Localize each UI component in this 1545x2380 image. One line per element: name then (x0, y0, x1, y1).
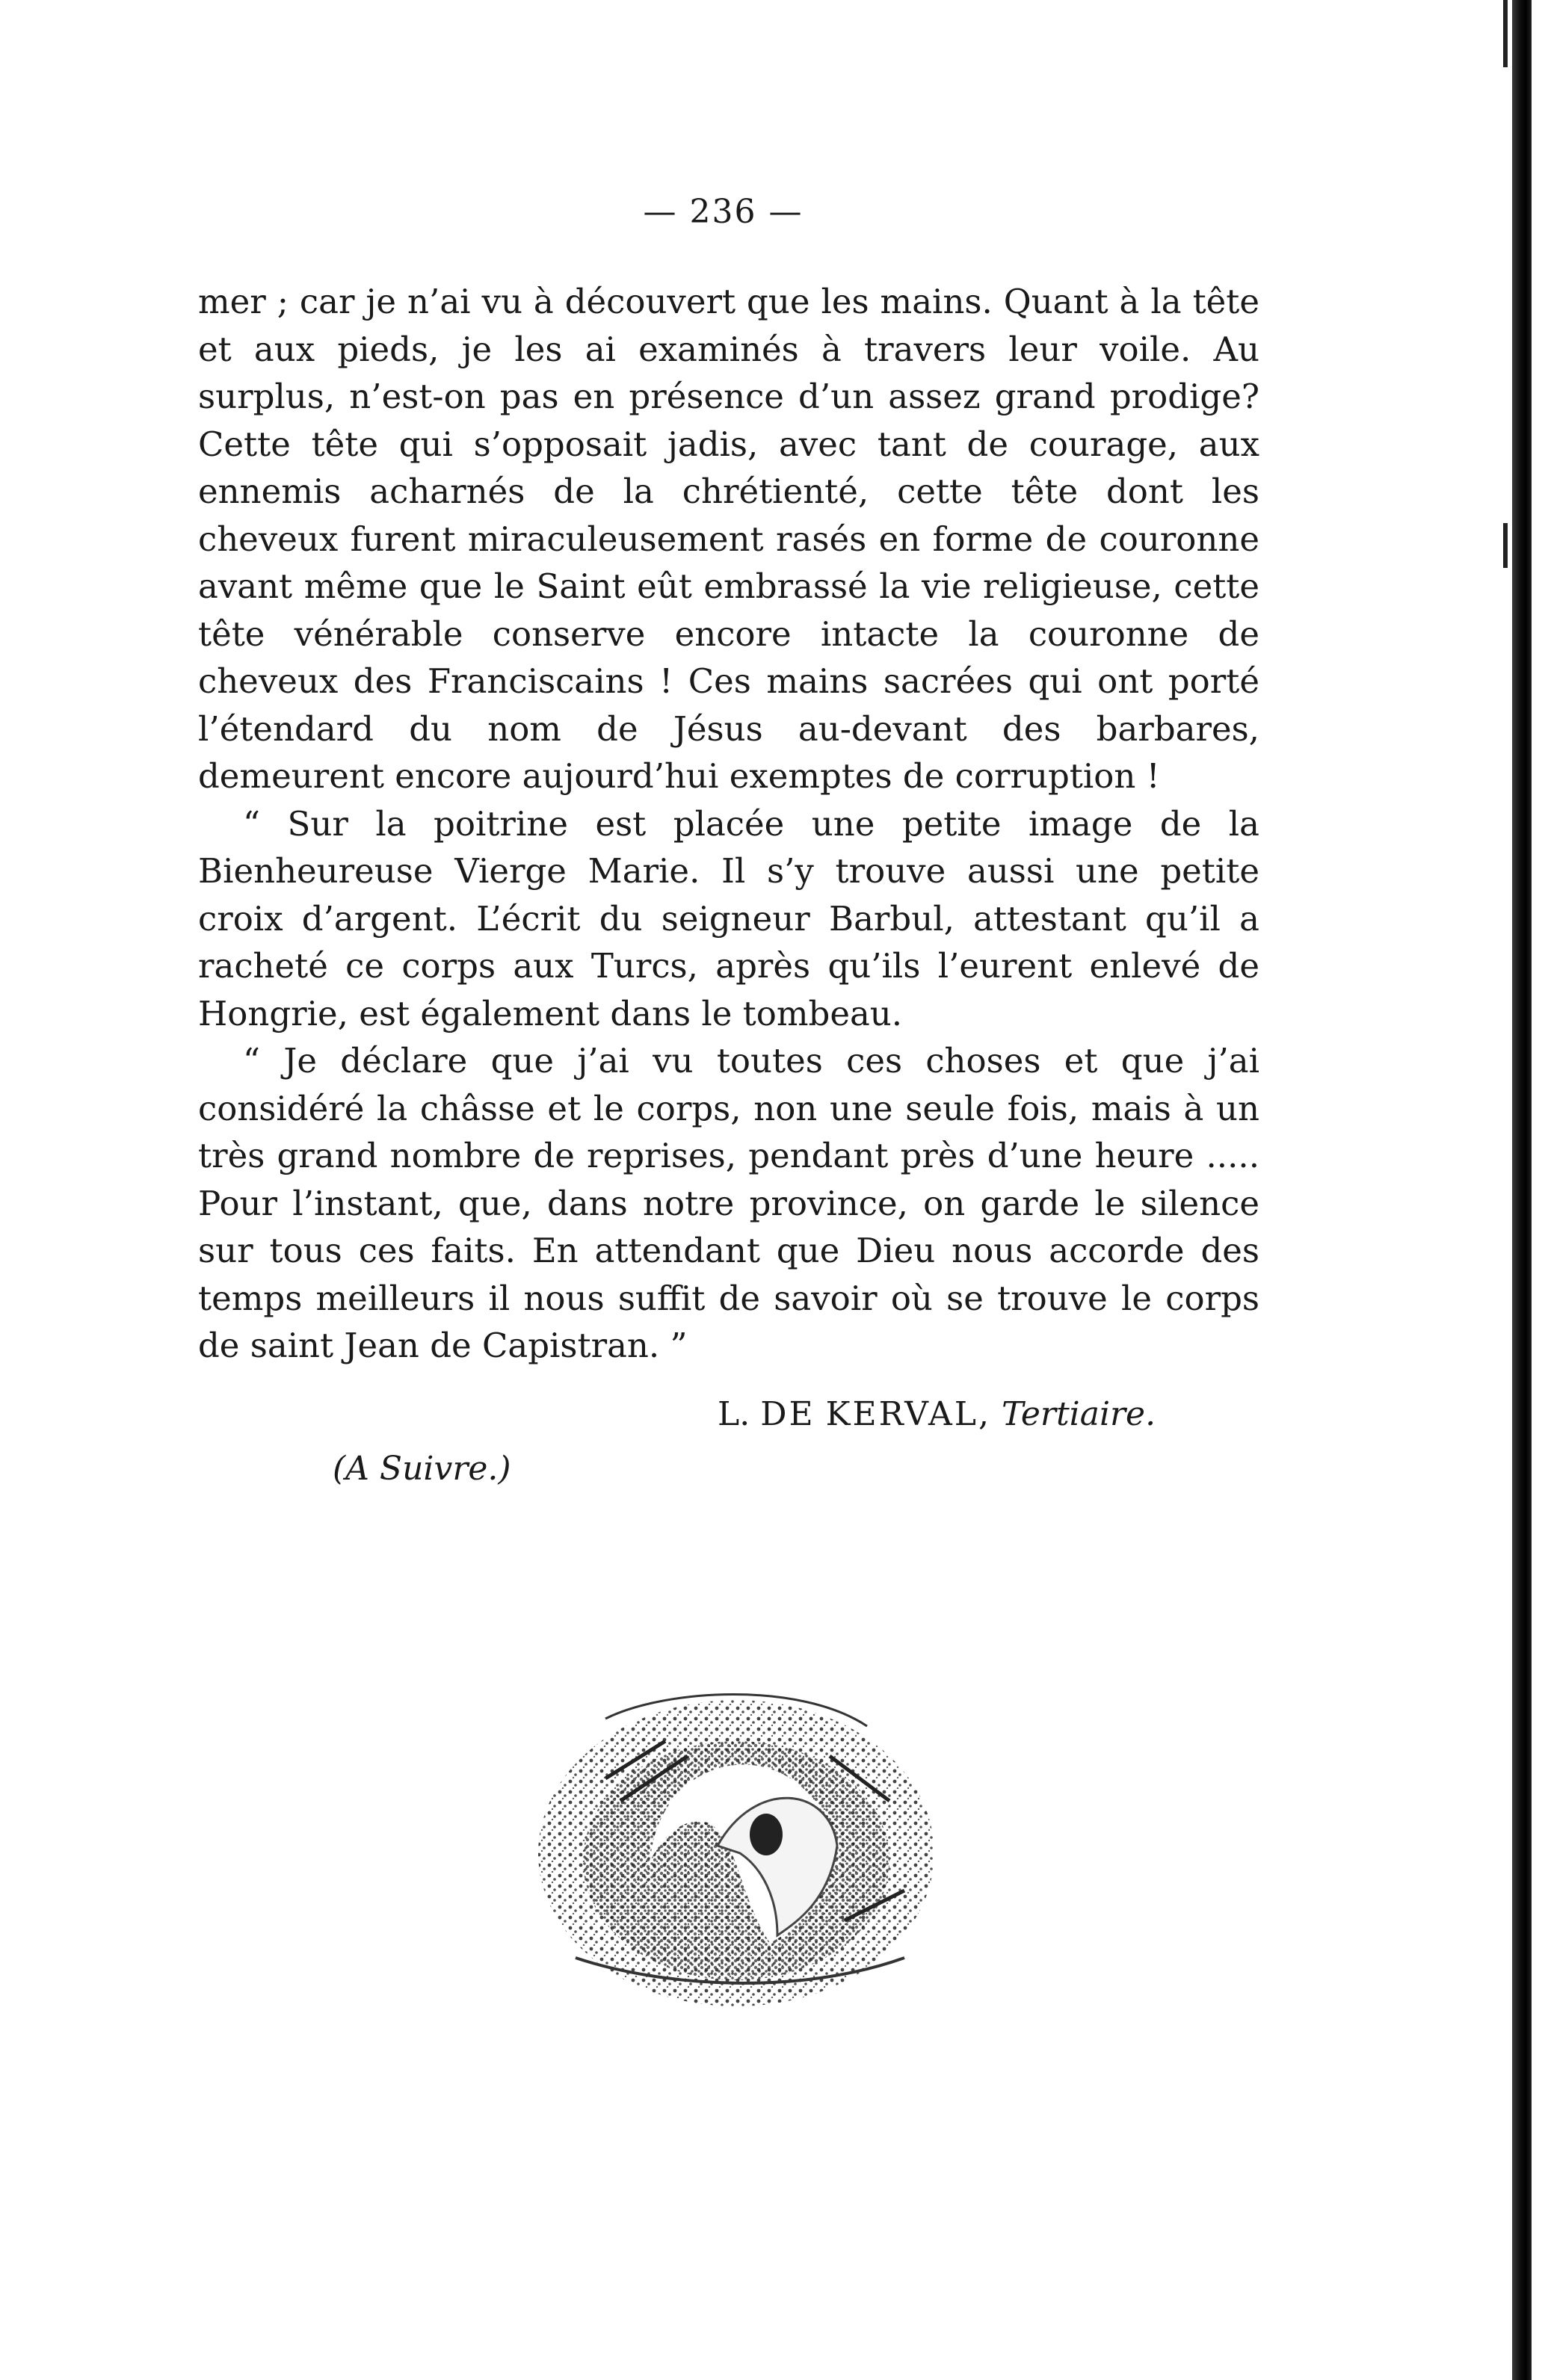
main-text (198, 278, 1259, 1370)
signature-initial: L. (718, 1395, 750, 1433)
signature-particle: DE (760, 1395, 815, 1433)
ornamental-vignette-icon (516, 1674, 957, 2025)
paragraph: “ Je déclare que j’ai vu toutes ces choses et que j’ai considéré la châsse et le corps, non une seule fois, mais à un très grand nombre de reprises, pendant près d’une heure ..... Pour l’instant, que, dans notre province, on garde le silence sur tous ces faits. En attendant que Dieu nous accorde des temps meilleurs il nous suffit de savoir où se trouve le corps de saint Jean de Capistran. ” (198, 1041, 1259, 1365)
paragraph: mer ; car je n’ai vu à découvert que les mains. Quant à la tête et aux pieds, je les ai examinés à travers leur voile. Au surplus, n’est-on pas en présence d’un assez grand prodige? Cette tête qui s’opposait jadis, avec tant de courage, aux ennemis acharnés de la chrétienté, cette tête dont les cheveux furent miraculeusement rasés en forme de couronne avant même que le Saint eût embrassé la vie religieuse, cette tête vénérable conserve encore intacte la couronne de cheveux des Franciscains ! Ces mains sacrées qui ont porté l’étendard du nom de Jésus au-devant des barbares, demeurent encore aujourd’hui exemptes de corruption ! (198, 282, 1259, 796)
signature-role: Tertiaire. (1001, 1395, 1156, 1433)
signature-name: KERVAL, (825, 1395, 991, 1433)
scan-edge (1512, 0, 1532, 2380)
to-be-continued: (A Suivre.) (333, 1450, 511, 1488)
scan-speck (1503, 523, 1508, 568)
paragraph: “ Sur la poitrine est placée une petite image de la Bienheureuse Vierge Marie. Il s’y trouve aussi une petite croix d’argent. L’écrit du seigneur Barbul, attestant qu’il a racheté ce corps aux Turcs, après qu’ils l’eurent enlevé de Hongrie, est également dans le tombeau. (198, 803, 1259, 1033)
page-number: — 236 — (643, 193, 804, 231)
scan-speck (1503, 0, 1508, 67)
author-signature (718, 1395, 1156, 1433)
